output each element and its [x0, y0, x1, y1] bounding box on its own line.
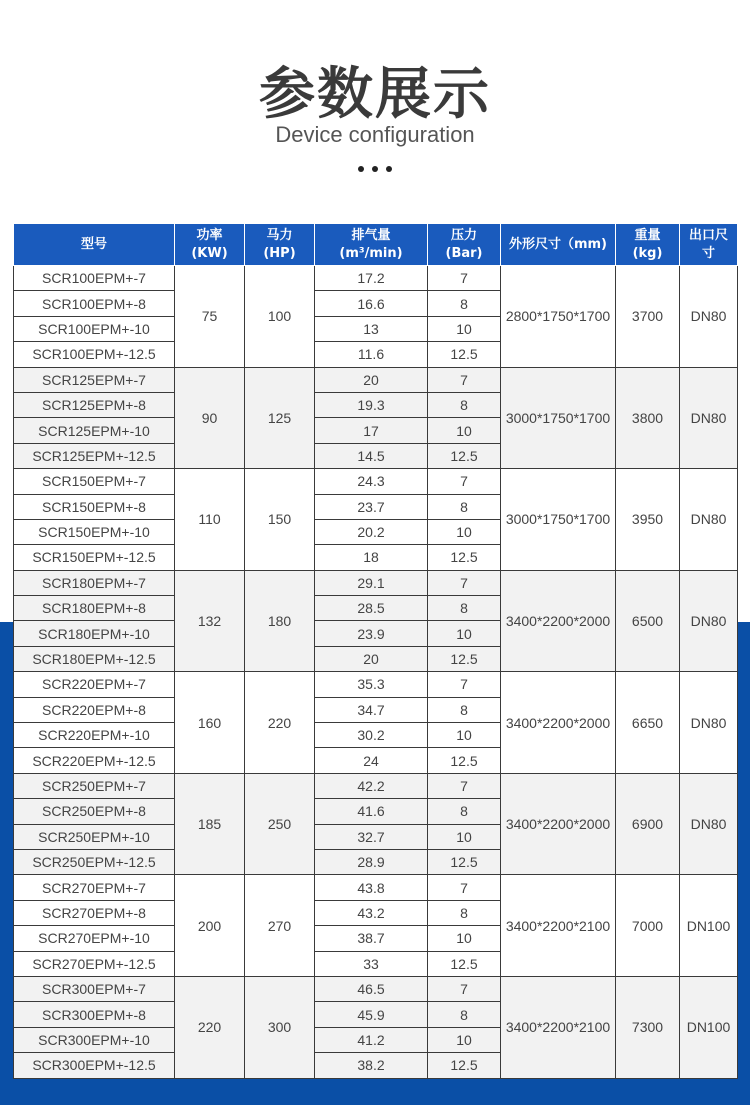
model-cell: SCR270EPM+-12.5	[14, 951, 175, 976]
column-header-unit: (HP)	[263, 245, 296, 261]
model-group	[14, 672, 738, 774]
model-cell: SCR300EPM+-12.5	[14, 1053, 175, 1078]
pressure-cell: 12.5	[428, 646, 501, 671]
table-row	[14, 570, 738, 595]
model-cell: SCR125EPM+-8	[14, 392, 175, 417]
pressure-cell: 10	[428, 723, 501, 748]
column-header	[680, 224, 738, 266]
dimensions-cell: 3000*1750*1700	[501, 367, 616, 469]
column-header	[245, 224, 315, 266]
pressure-cell: 10	[428, 316, 501, 341]
model-group	[14, 266, 738, 368]
column-header	[315, 224, 428, 266]
dimensions-cell: 3400*2200*2000	[501, 672, 616, 774]
model-cell: SCR300EPM+-7	[14, 976, 175, 1001]
power-cell: 160	[175, 672, 245, 774]
model-cell: SCR220EPM+-12.5	[14, 748, 175, 773]
dimensions-cell: 3400*2200*2100	[501, 976, 616, 1078]
model-cell: SCR100EPM+-12.5	[14, 342, 175, 367]
flow-cell: 43.2	[315, 900, 428, 925]
model-cell: SCR125EPM+-7	[14, 367, 175, 392]
pressure-cell: 8	[428, 494, 501, 519]
model-cell: SCR220EPM+-8	[14, 697, 175, 722]
horsepower-cell: 150	[245, 469, 315, 571]
column-header-label: 重量	[634, 227, 661, 243]
model-cell: SCR270EPM+-7	[14, 875, 175, 900]
flow-cell: 24	[315, 748, 428, 773]
weight-cell: 3700	[616, 266, 680, 368]
dimensions-cell: 3400*2200*2000	[501, 570, 616, 672]
pressure-cell: 10	[428, 418, 501, 443]
model-cell: SCR150EPM+-10	[14, 519, 175, 544]
outlet-cell: DN80	[680, 266, 738, 368]
flow-cell: 42.2	[315, 773, 428, 798]
model-cell: SCR270EPM+-8	[14, 900, 175, 925]
model-cell: SCR270EPM+-10	[14, 926, 175, 951]
model-cell: SCR300EPM+-10	[14, 1027, 175, 1052]
flow-cell: 13	[315, 316, 428, 341]
model-group	[14, 367, 738, 469]
outlet-cell: DN80	[680, 773, 738, 875]
flow-cell: 16.6	[315, 291, 428, 316]
model-cell: SCR250EPM+-8	[14, 799, 175, 824]
column-header	[616, 224, 680, 266]
pressure-cell: 7	[428, 266, 501, 291]
flow-cell: 19.3	[315, 392, 428, 417]
flow-cell: 20	[315, 367, 428, 392]
weight-cell: 7000	[616, 875, 680, 977]
outlet-cell: DN80	[680, 367, 738, 469]
column-header-unit: 寸	[701, 245, 715, 261]
dot-icon	[386, 166, 392, 172]
model-cell: SCR100EPM+-8	[14, 291, 175, 316]
pressure-cell: 8	[428, 392, 501, 417]
model-cell: SCR100EPM+-7	[14, 266, 175, 291]
column-header-unit: (kg)	[632, 245, 663, 261]
column-header	[14, 224, 175, 266]
model-cell: SCR180EPM+-12.5	[14, 646, 175, 671]
flow-cell: 23.7	[315, 494, 428, 519]
flow-cell: 29.1	[315, 570, 428, 595]
model-cell: SCR250EPM+-12.5	[14, 849, 175, 874]
page-subtitle: Device configuration	[275, 122, 475, 147]
column-header-label: 外形尺寸（mm)	[508, 236, 608, 252]
model-group	[14, 469, 738, 571]
flow-cell: 32.7	[315, 824, 428, 849]
model-cell: SCR150EPM+-7	[14, 469, 175, 494]
pressure-cell: 7	[428, 672, 501, 697]
column-header-label: 排气量	[351, 227, 391, 243]
flow-cell: 18	[315, 545, 428, 570]
model-group	[14, 570, 738, 672]
model-cell: SCR180EPM+-7	[14, 570, 175, 595]
flow-cell: 38.7	[315, 926, 428, 951]
model-cell: SCR250EPM+-7	[14, 773, 175, 798]
pressure-cell: 7	[428, 976, 501, 1001]
model-cell: SCR180EPM+-10	[14, 621, 175, 646]
outlet-cell: DN80	[680, 469, 738, 571]
pressure-cell: 7	[428, 469, 501, 494]
pressure-cell: 12.5	[428, 443, 501, 468]
page-title: 参数展示	[259, 62, 491, 127]
pressure-cell: 8	[428, 596, 501, 621]
pressure-cell: 8	[428, 291, 501, 316]
column-header-label: 马力	[266, 227, 293, 243]
flow-cell: 17.2	[315, 266, 428, 291]
model-group	[14, 875, 738, 977]
model-cell: SCR150EPM+-12.5	[14, 545, 175, 570]
flow-cell: 30.2	[315, 723, 428, 748]
pressure-cell: 12.5	[428, 849, 501, 874]
column-header-unit: (Bar)	[445, 245, 483, 261]
dot-icon	[358, 166, 364, 172]
column-header	[175, 224, 245, 266]
model-group	[14, 976, 738, 1078]
pressure-cell: 8	[428, 900, 501, 925]
weight-cell: 3800	[616, 367, 680, 469]
dot-icon	[372, 166, 378, 172]
spec-table	[13, 223, 738, 1079]
flow-cell: 23.9	[315, 621, 428, 646]
power-cell: 90	[175, 367, 245, 469]
weight-cell: 6500	[616, 570, 680, 672]
table-row	[14, 469, 738, 494]
model-cell: SCR150EPM+-8	[14, 494, 175, 519]
dimensions-cell: 3400*2200*2000	[501, 773, 616, 875]
weight-cell: 6650	[616, 672, 680, 774]
table-row	[14, 672, 738, 697]
flow-cell: 35.3	[315, 672, 428, 697]
dimensions-cell: 2800*1750*1700	[501, 266, 616, 368]
pressure-cell: 10	[428, 519, 501, 544]
power-cell: 220	[175, 976, 245, 1078]
flow-cell: 38.2	[315, 1053, 428, 1078]
table-row	[14, 976, 738, 1001]
pressure-cell: 12.5	[428, 545, 501, 570]
table-header-row	[14, 224, 738, 266]
outlet-cell: DN80	[680, 570, 738, 672]
pressure-cell: 10	[428, 824, 501, 849]
pressure-cell: 12.5	[428, 748, 501, 773]
model-cell: SCR100EPM+-10	[14, 316, 175, 341]
flow-cell: 20.2	[315, 519, 428, 544]
pressure-cell: 7	[428, 367, 501, 392]
flow-cell: 28.9	[315, 849, 428, 874]
power-cell: 185	[175, 773, 245, 875]
table-row	[14, 266, 738, 291]
divider-dots	[0, 166, 750, 172]
outlet-cell: DN80	[680, 672, 738, 774]
model-cell: SCR125EPM+-10	[14, 418, 175, 443]
table-row	[14, 875, 738, 900]
power-cell: 110	[175, 469, 245, 571]
horsepower-cell: 300	[245, 976, 315, 1078]
spec-table-container	[13, 223, 737, 1078]
table-row	[14, 773, 738, 798]
model-cell: SCR220EPM+-10	[14, 723, 175, 748]
flow-cell: 46.5	[315, 976, 428, 1001]
power-cell: 132	[175, 570, 245, 672]
model-cell: SCR220EPM+-7	[14, 672, 175, 697]
column-header-label: 型号	[80, 236, 107, 252]
flow-cell: 24.3	[315, 469, 428, 494]
pressure-cell: 7	[428, 570, 501, 595]
weight-cell: 7300	[616, 976, 680, 1078]
power-cell: 200	[175, 875, 245, 977]
column-header-unit: (m³/min)	[339, 245, 403, 261]
column-header-label: 功率	[196, 227, 223, 243]
flow-cell: 14.5	[315, 443, 428, 468]
column-header-label: 出口尺	[688, 227, 728, 243]
column-header	[501, 224, 616, 266]
model-cell: SCR125EPM+-12.5	[14, 443, 175, 468]
weight-cell: 3950	[616, 469, 680, 571]
pressure-cell: 7	[428, 773, 501, 798]
dimensions-cell: 3400*2200*2100	[501, 875, 616, 977]
flow-cell: 20	[315, 646, 428, 671]
horsepower-cell: 125	[245, 367, 315, 469]
weight-cell: 6900	[616, 773, 680, 875]
horsepower-cell: 270	[245, 875, 315, 977]
flow-cell: 34.7	[315, 697, 428, 722]
table-row	[14, 367, 738, 392]
pressure-cell: 12.5	[428, 342, 501, 367]
column-header-label: 压力	[450, 227, 477, 243]
pressure-cell: 12.5	[428, 951, 501, 976]
pressure-cell: 8	[428, 1002, 501, 1027]
flow-cell: 41.2	[315, 1027, 428, 1052]
pressure-cell: 8	[428, 697, 501, 722]
pressure-cell: 8	[428, 799, 501, 824]
model-cell: SCR300EPM+-8	[14, 1002, 175, 1027]
horsepower-cell: 220	[245, 672, 315, 774]
power-cell: 75	[175, 266, 245, 368]
dimensions-cell: 3000*1750*1700	[501, 469, 616, 571]
model-cell: SCR180EPM+-8	[14, 596, 175, 621]
pressure-cell: 7	[428, 875, 501, 900]
flow-cell: 43.8	[315, 875, 428, 900]
flow-cell: 41.6	[315, 799, 428, 824]
pressure-cell: 10	[428, 621, 501, 646]
horsepower-cell: 100	[245, 266, 315, 368]
column-header-unit: (KW)	[191, 245, 228, 261]
page-header	[0, 0, 750, 220]
pressure-cell: 10	[428, 926, 501, 951]
flow-cell: 33	[315, 951, 428, 976]
outlet-cell: DN100	[680, 976, 738, 1078]
outlet-cell: DN100	[680, 875, 738, 977]
flow-cell: 28.5	[315, 596, 428, 621]
flow-cell: 45.9	[315, 1002, 428, 1027]
horsepower-cell: 180	[245, 570, 315, 672]
column-header	[428, 224, 501, 266]
model-cell: SCR250EPM+-10	[14, 824, 175, 849]
horsepower-cell: 250	[245, 773, 315, 875]
pressure-cell: 10	[428, 1027, 501, 1052]
model-group	[14, 773, 738, 875]
pressure-cell: 12.5	[428, 1053, 501, 1078]
flow-cell: 11.6	[315, 342, 428, 367]
flow-cell: 17	[315, 418, 428, 443]
